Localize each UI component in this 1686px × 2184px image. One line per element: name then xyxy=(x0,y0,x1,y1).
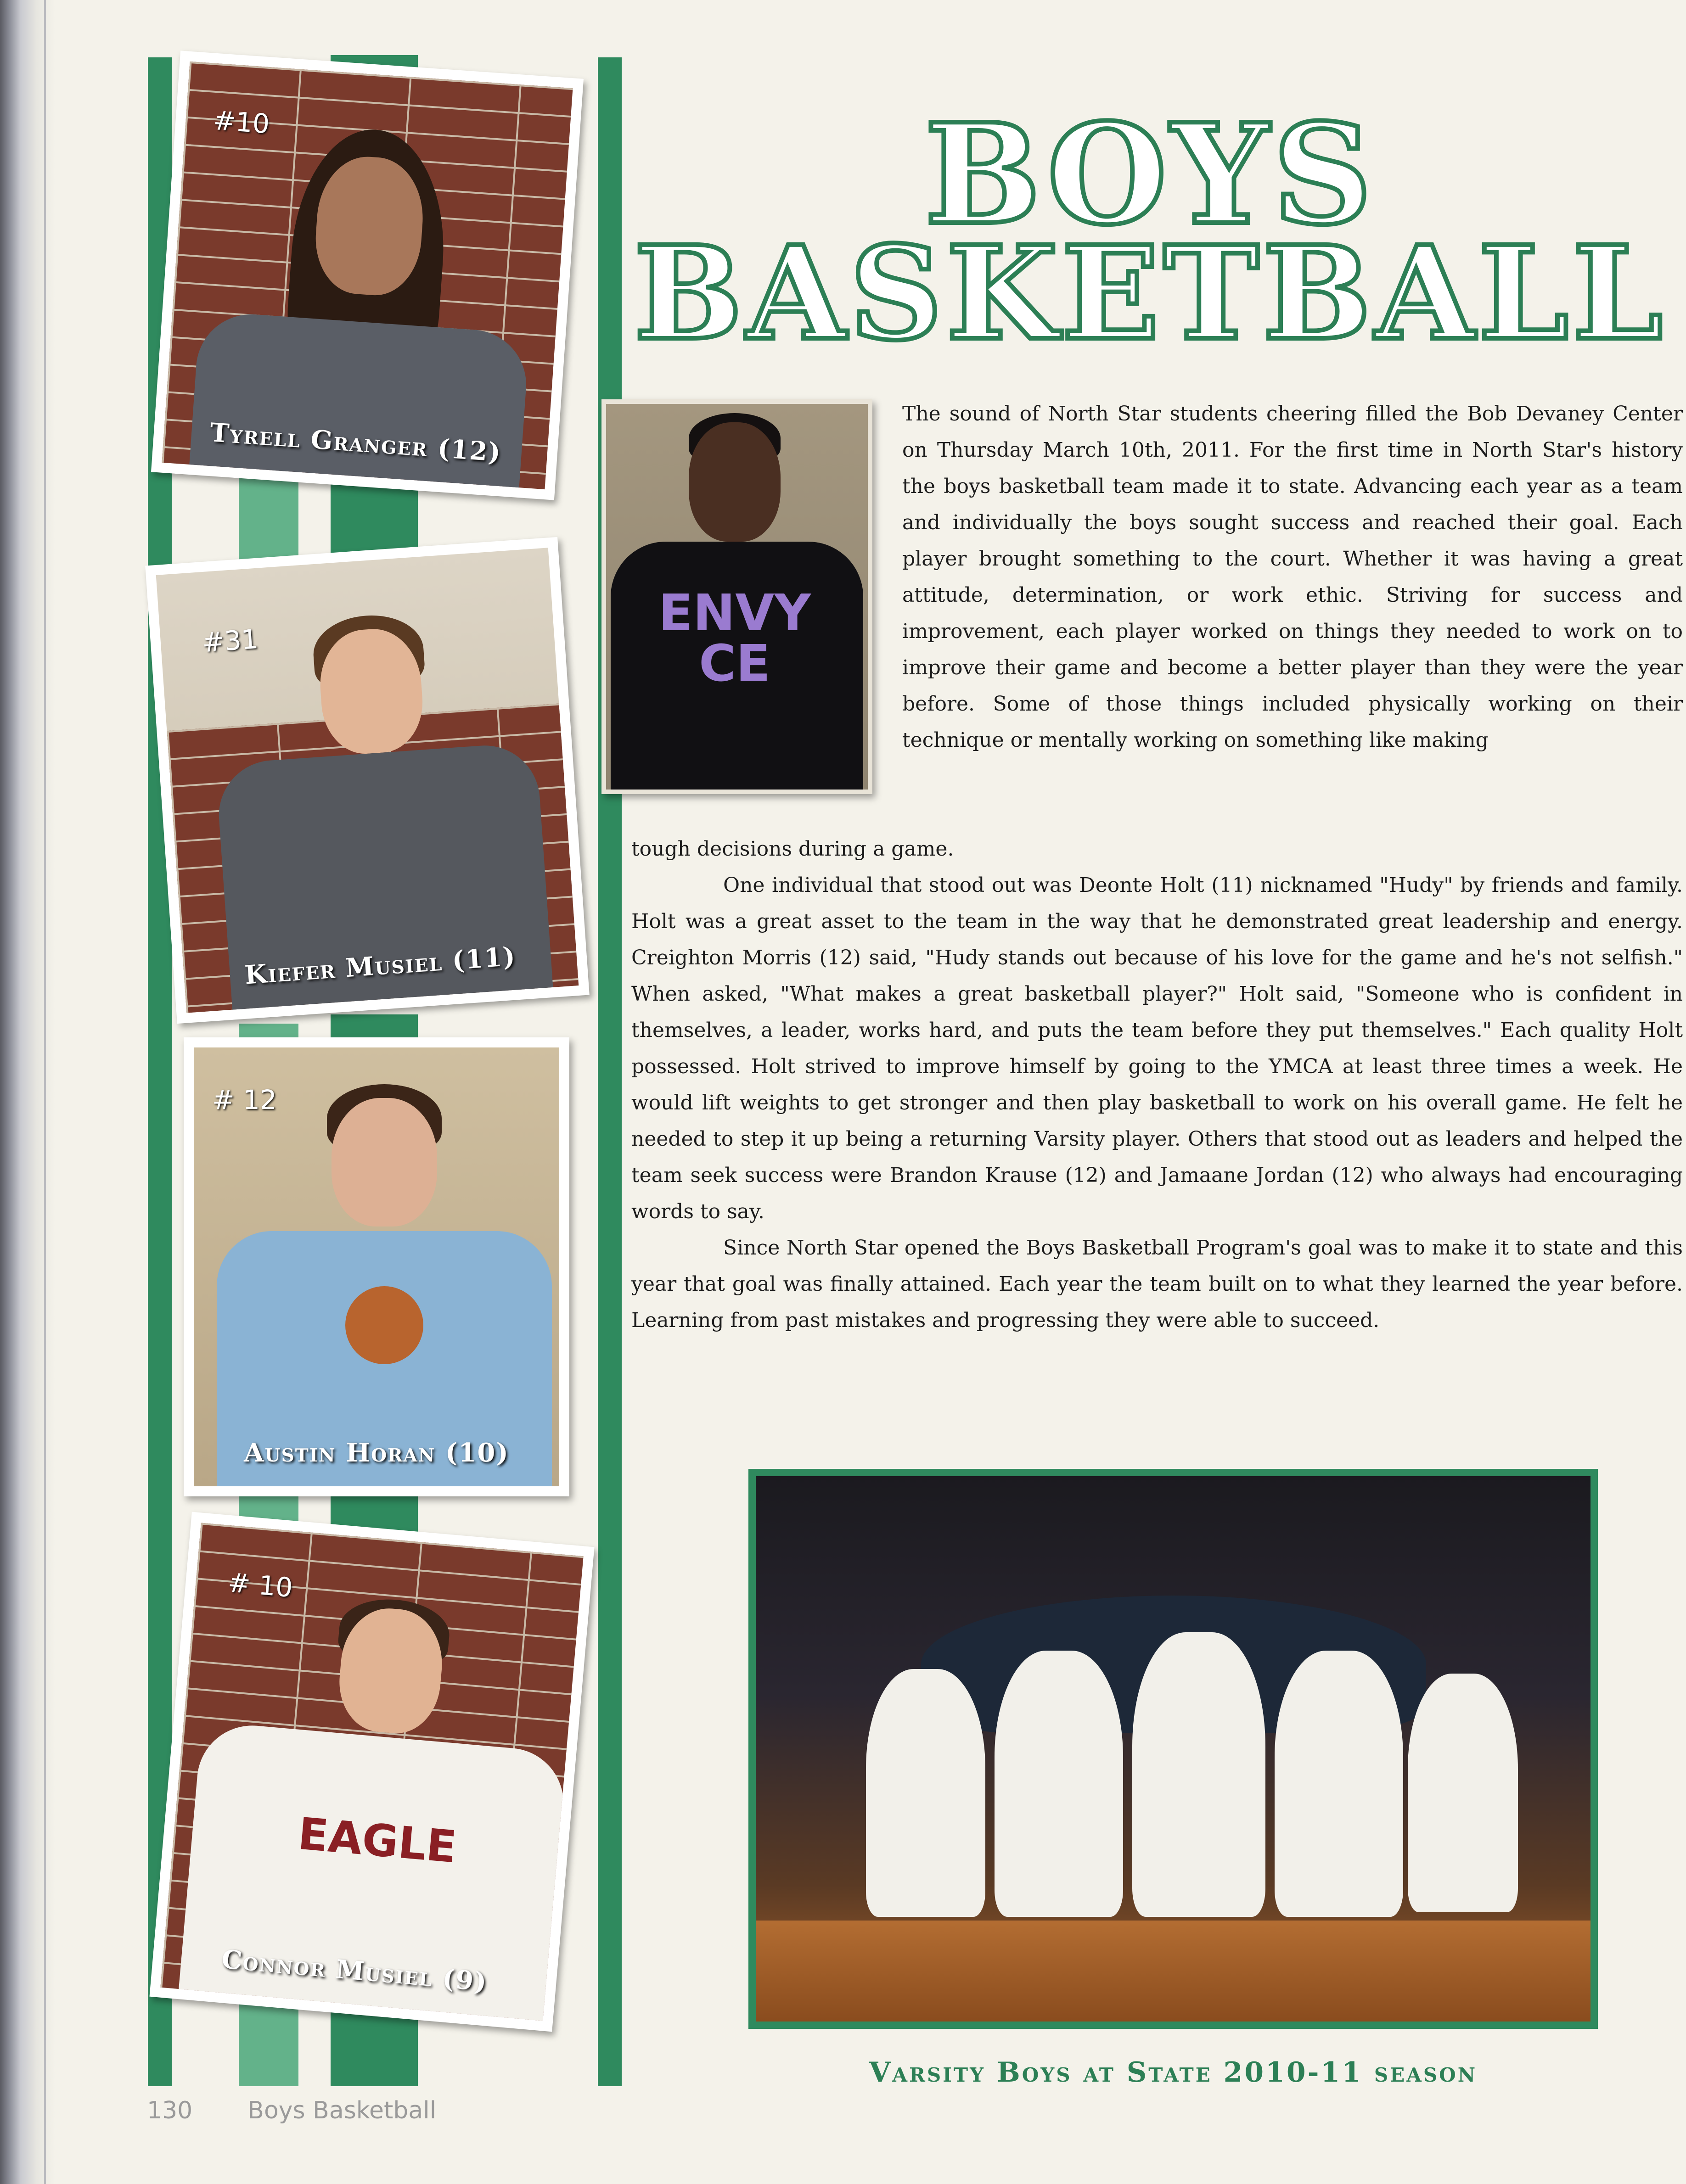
page-title-line-2: BASKETBALL xyxy=(634,218,1667,369)
player-figure xyxy=(1132,1632,1265,1917)
binding-line xyxy=(44,0,46,2184)
article-body xyxy=(631,831,1683,1338)
player-name-caption: Kiefer Musiel (11) xyxy=(243,941,517,991)
shirt-logo: EAGLE xyxy=(296,1808,459,1873)
team-photo-caption: Varsity Boys at State 2010-11 season xyxy=(869,2056,1478,2089)
player-photo-3 xyxy=(184,1037,569,1496)
featured-player-photo xyxy=(601,399,872,794)
jersey-number: #10 xyxy=(212,104,271,140)
player-name-caption: Tyrell Granger (12) xyxy=(209,417,503,468)
court-floor xyxy=(756,1921,1590,2022)
wall-background xyxy=(606,404,868,790)
article-paragraph-3: Since North Star opened the Boys Basketball Program's goal was to make it to state and this year that goal was finally attained. Each year the team built on to what they learned the year before. Learning from past mistakes and progressing they were able to succeed. xyxy=(631,1236,1683,1332)
page-title-line-1: BOYS xyxy=(924,93,1376,255)
stripe-block xyxy=(239,2001,298,2086)
page-number: 130 xyxy=(147,2097,193,2124)
page-footer xyxy=(147,2097,491,2124)
face xyxy=(689,422,781,542)
wall-background xyxy=(156,548,579,1013)
player-photo-2 xyxy=(145,537,590,1024)
player-figure xyxy=(1408,1674,1518,1912)
brick-wall-background xyxy=(162,62,573,489)
jersey-number: #31 xyxy=(201,623,259,659)
article-intro xyxy=(902,396,1683,758)
team-huddle-photo xyxy=(748,1469,1598,2029)
player-name-caption: Austin Horan (10) xyxy=(244,1438,509,1468)
center-border-stripe xyxy=(598,57,622,2086)
player-name-caption: Connor Musiel (9) xyxy=(220,1944,489,1998)
medal xyxy=(345,1286,423,1364)
shirt-graphic: ENVY CE xyxy=(658,583,811,693)
brick-wall-background xyxy=(160,1523,583,2021)
stripe-block xyxy=(239,468,298,569)
player-figure xyxy=(866,1669,985,1917)
player-photo-4 xyxy=(149,1512,594,2032)
article-paragraph-2: One individual that stood out was Deonte Holt (11) nicknamed "Hudy" by friends and family. Holt was a great asset to the team in the way that he demonstrated great leadership and energy. Creighton Morris (12) said, "Hudy stands out because of his love for the game and he's not selfish." When asked, "What makes a great basketball player?" Holt said, "Someone who is confident in themselves, a leader, works hard, and puts the team before they put themselves." Each quality Holt possessed. Holt strived to improve himself by going to the YMCA at least three times a week. He would lift weights to get stronger and then play basketball to work on his overall game. He felt he needed to step it up being a returning Varsity player. Others that stood out as leaders and helped the team seek success were Brandon Krause (12) and Jamaane Jordan (12) who always had encouraging words to say. xyxy=(631,874,1683,1223)
wall-background xyxy=(194,1047,559,1486)
section-name: Boys Basketball xyxy=(247,2097,437,2124)
article-paragraph-1-end: tough decisions during a game. xyxy=(631,837,954,861)
face xyxy=(332,1098,437,1226)
article-paragraph-1: The sound of North Star students cheering filled the Bob Devaney Center on Thursday March 10th, 2011. For the first time in North Star's history the boys basketball team made it to state. Advancing each year as a team and individually the boys sought success and reached their goal. Each player brought something to the court. Whether it was having a great attitude, determination, or work ethic. Striving for success and improvement, each player worked on things they needed to work on to improve their game and become a better player than they were the year before. Some of those things included physically working on their technique or mentally working on something like making xyxy=(902,402,1683,752)
player-figure xyxy=(1275,1651,1403,1917)
book-page-edge xyxy=(0,0,55,2184)
player-photo-1 xyxy=(151,50,584,500)
player-figure xyxy=(995,1651,1123,1917)
huddle-scene xyxy=(756,1476,1590,2022)
jersey-number: # 12 xyxy=(212,1084,277,1115)
jersey-number: # 10 xyxy=(226,1567,294,1604)
